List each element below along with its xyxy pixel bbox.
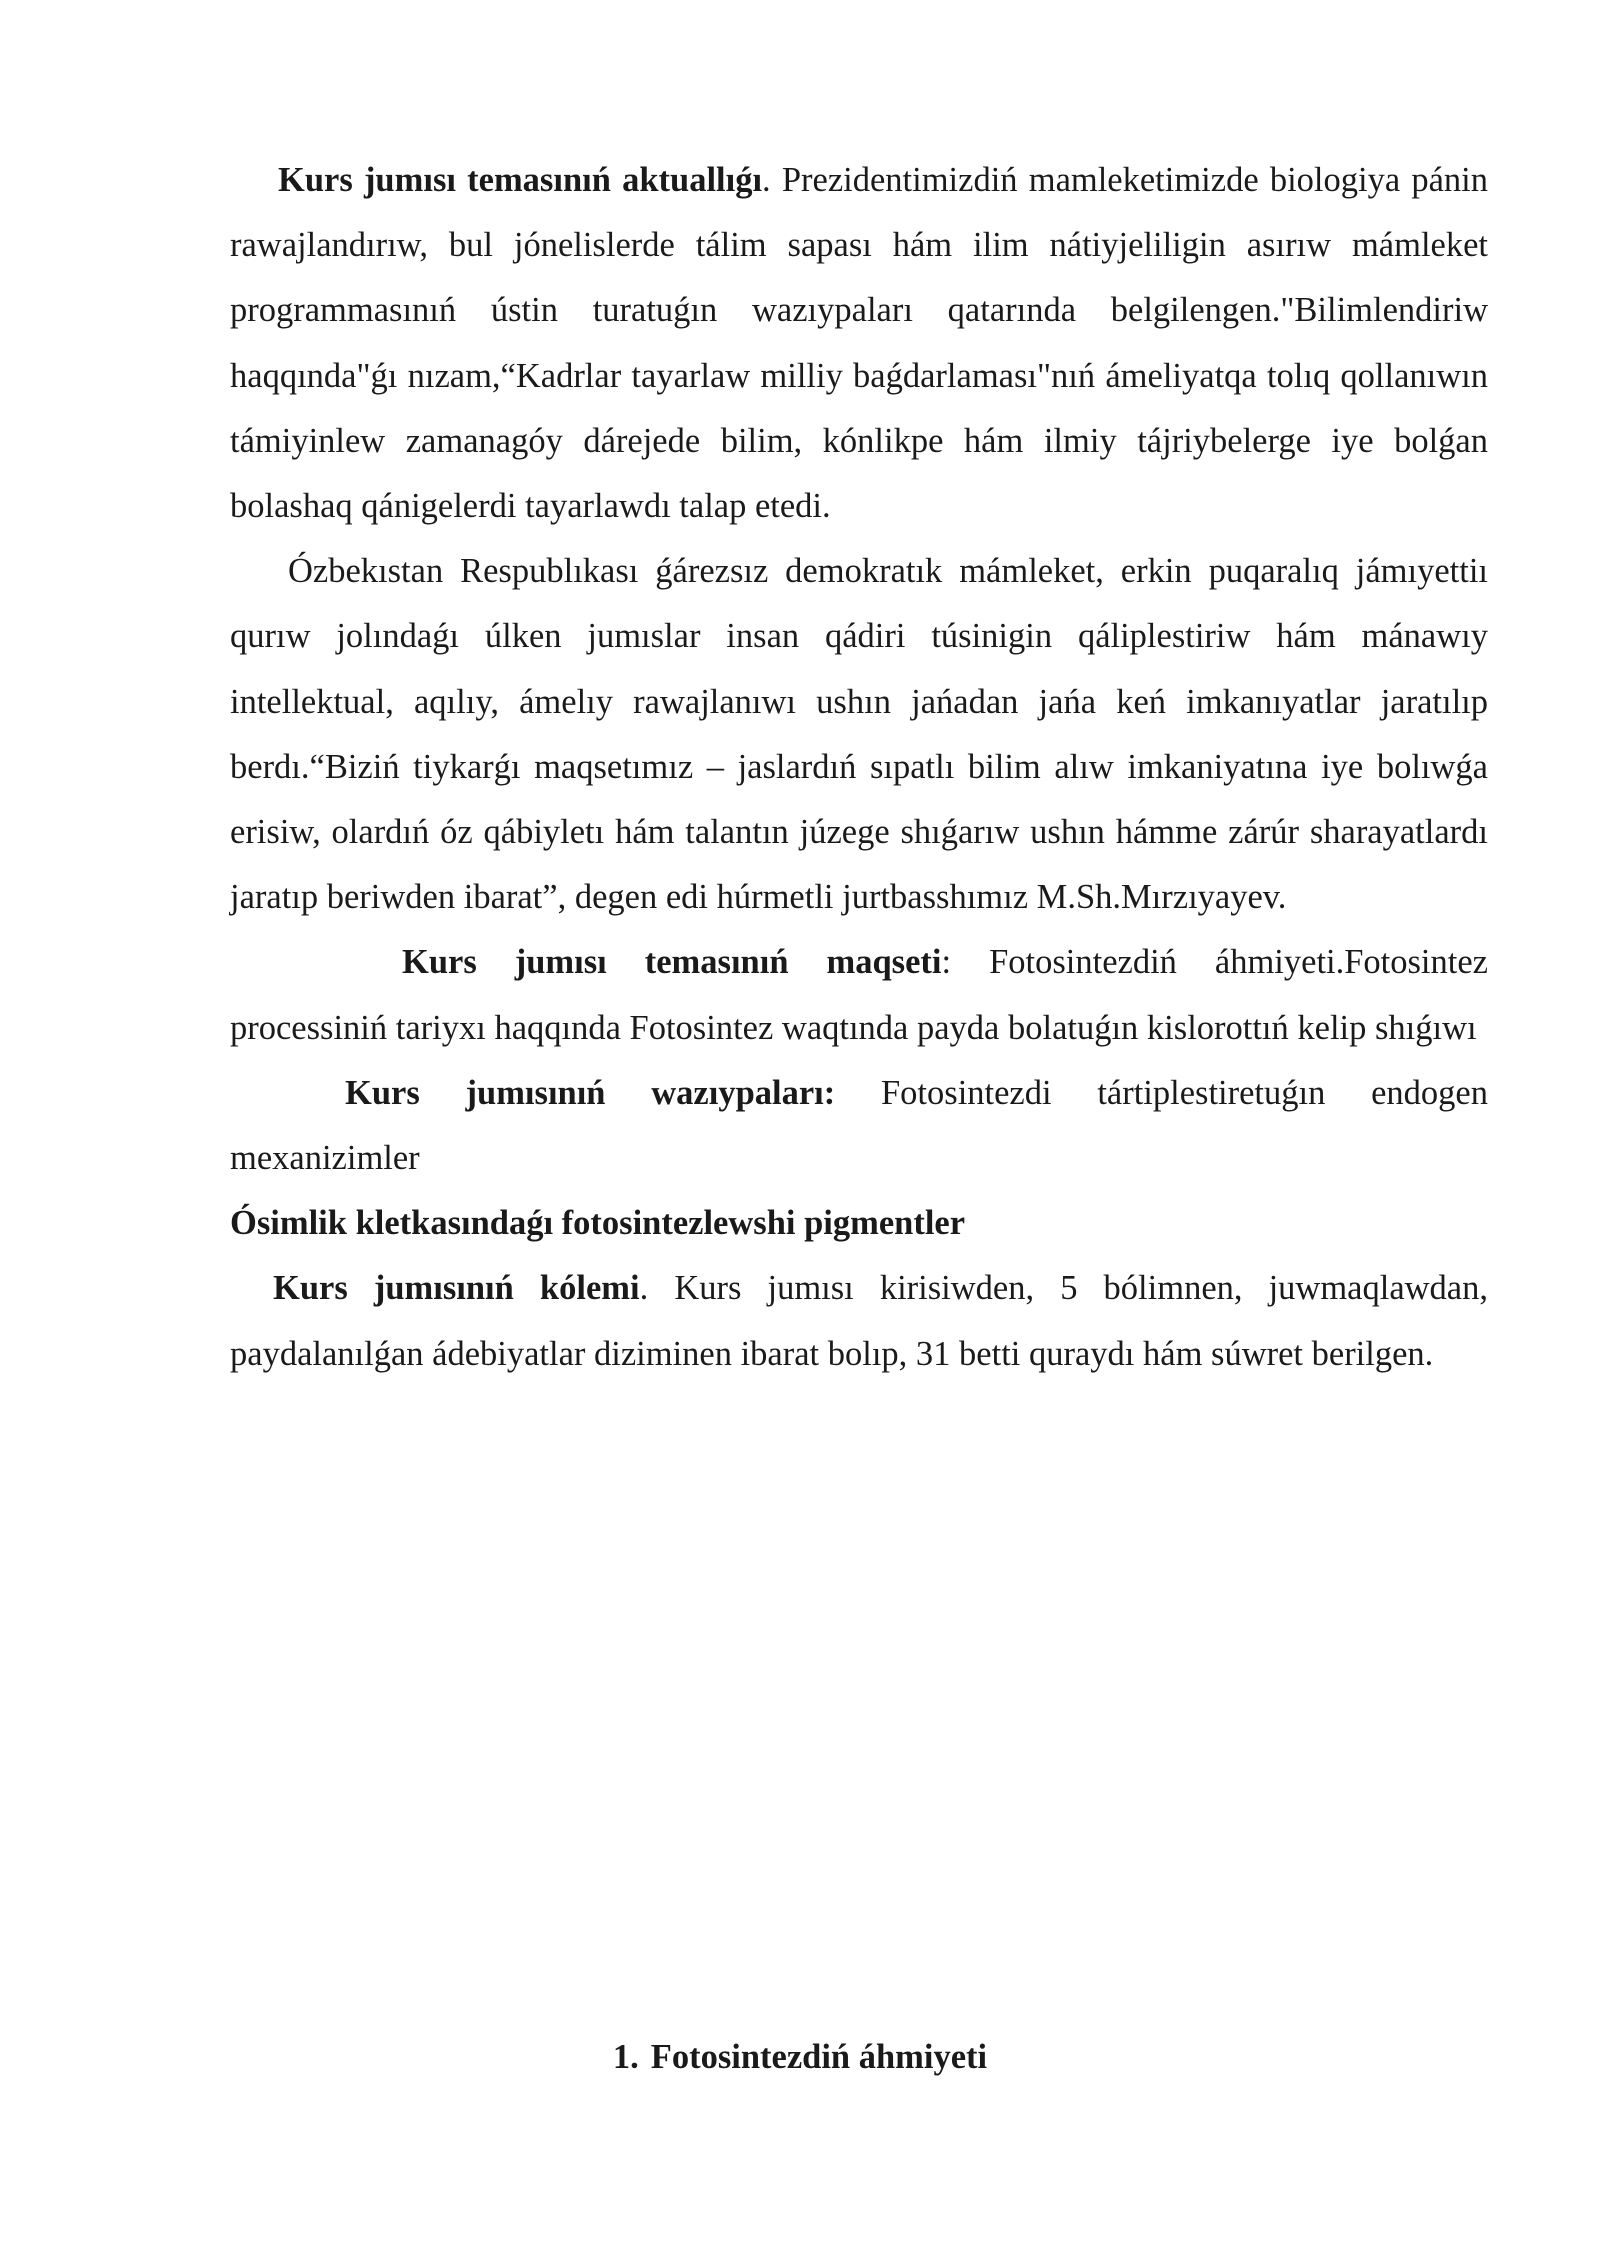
pigments-heading: Ósimlik kletkasındaǵı fotosintezlewshi pigmentler [230, 1204, 966, 1243]
section-number: 1. [612, 2038, 639, 2076]
paragraph-volume [230, 1256, 1488, 1386]
actuality-heading: Kurs jumısı temasınıń aktuallıǵı [278, 161, 763, 199]
paragraph-tasks [230, 1061, 1488, 1191]
context-text: Ózbekıstan Respublıkası ǵárezsız demokratık mámleket, erkin puqaralıq jámıyettiı qurıw jolındaǵı úlken jumıslar insan qádiri túsinigin qáliplestiriw hám mánawıy intellektual, aqılıy, ámelıy rawajlanıwı ushın jańadan jańa keń imkanıyatlar jaratılıp berdı.“Biziń tiykarǵı maqsetımız – jaslardıń sıpatlı bilim alıw imkaniyatına iye bolıwǵa erisiw, olardıń óz qábiyletı hám talantın júzege shıǵarıw ushın hámme zárúr sharayatlardı jaratıp beriwden ibarat”, degen edi húrmetli jurtbasshımız M.Sh.Mırzıyayev. [230, 552, 1488, 917]
tasks-heading: Kurs jumısınıń wazıypaları: [345, 1073, 836, 1112]
actuality-text: . Prezidentimizdiń mamleketimizde biologiya pánin rawajlandırıw, bul jónelislerde tálim sapası hám ilim nátiyjeliligin asırıw mámleket programmasınıń ústin turatuǵın wazıypaları qatarında belgilengen."Bilimlendiriw haqqında"ǵı nızam,“Kadrlar tayarlaw milliy baǵdarlaması"nıń ámeliyatqa tolıq qollanıwın támiyinlew zamanagóy dárejede bilim, kónlikpe hám ilmiy tájriybelerge iye bolǵan bolashaq qánigelerdi tayarlawdı talap etedi. [230, 161, 1488, 526]
paragraph-context [230, 539, 1488, 930]
goal-heading: Kurs jumısı temasınıń maqseti [402, 943, 942, 982]
section-title: Fotosintezdiń áhmiyeti [650, 2038, 988, 2076]
section-heading [0, 2025, 1600, 2090]
tasks-text: Fotosintezdi tártiplestiretuǵın endogen mexanizimler [230, 1073, 1488, 1178]
paragraph-goal [230, 930, 1488, 1060]
paragraph-actuality [230, 148, 1488, 539]
volume-heading: Kurs jumısınıń kólemi [273, 1269, 640, 1308]
paragraph-pigments [230, 1191, 1488, 1256]
goal-text: : Fotosintezdiń áhmiyeti.Fotosintez processiniń tariyxı haqqında Fotosintez waqtında payda bolatuǵın kislorottıń kelip shıǵıwı [230, 943, 1488, 1047]
volume-text: . Kurs jumısı kirisiwden, 5 bólimnen, juwmaqlawdan, paydalanılǵan ádebiyatlar diziminen ibarat bolıp, 31 betti quraydı hám súwret berilgen. [230, 1269, 1488, 1373]
document-body [230, 148, 1488, 1387]
